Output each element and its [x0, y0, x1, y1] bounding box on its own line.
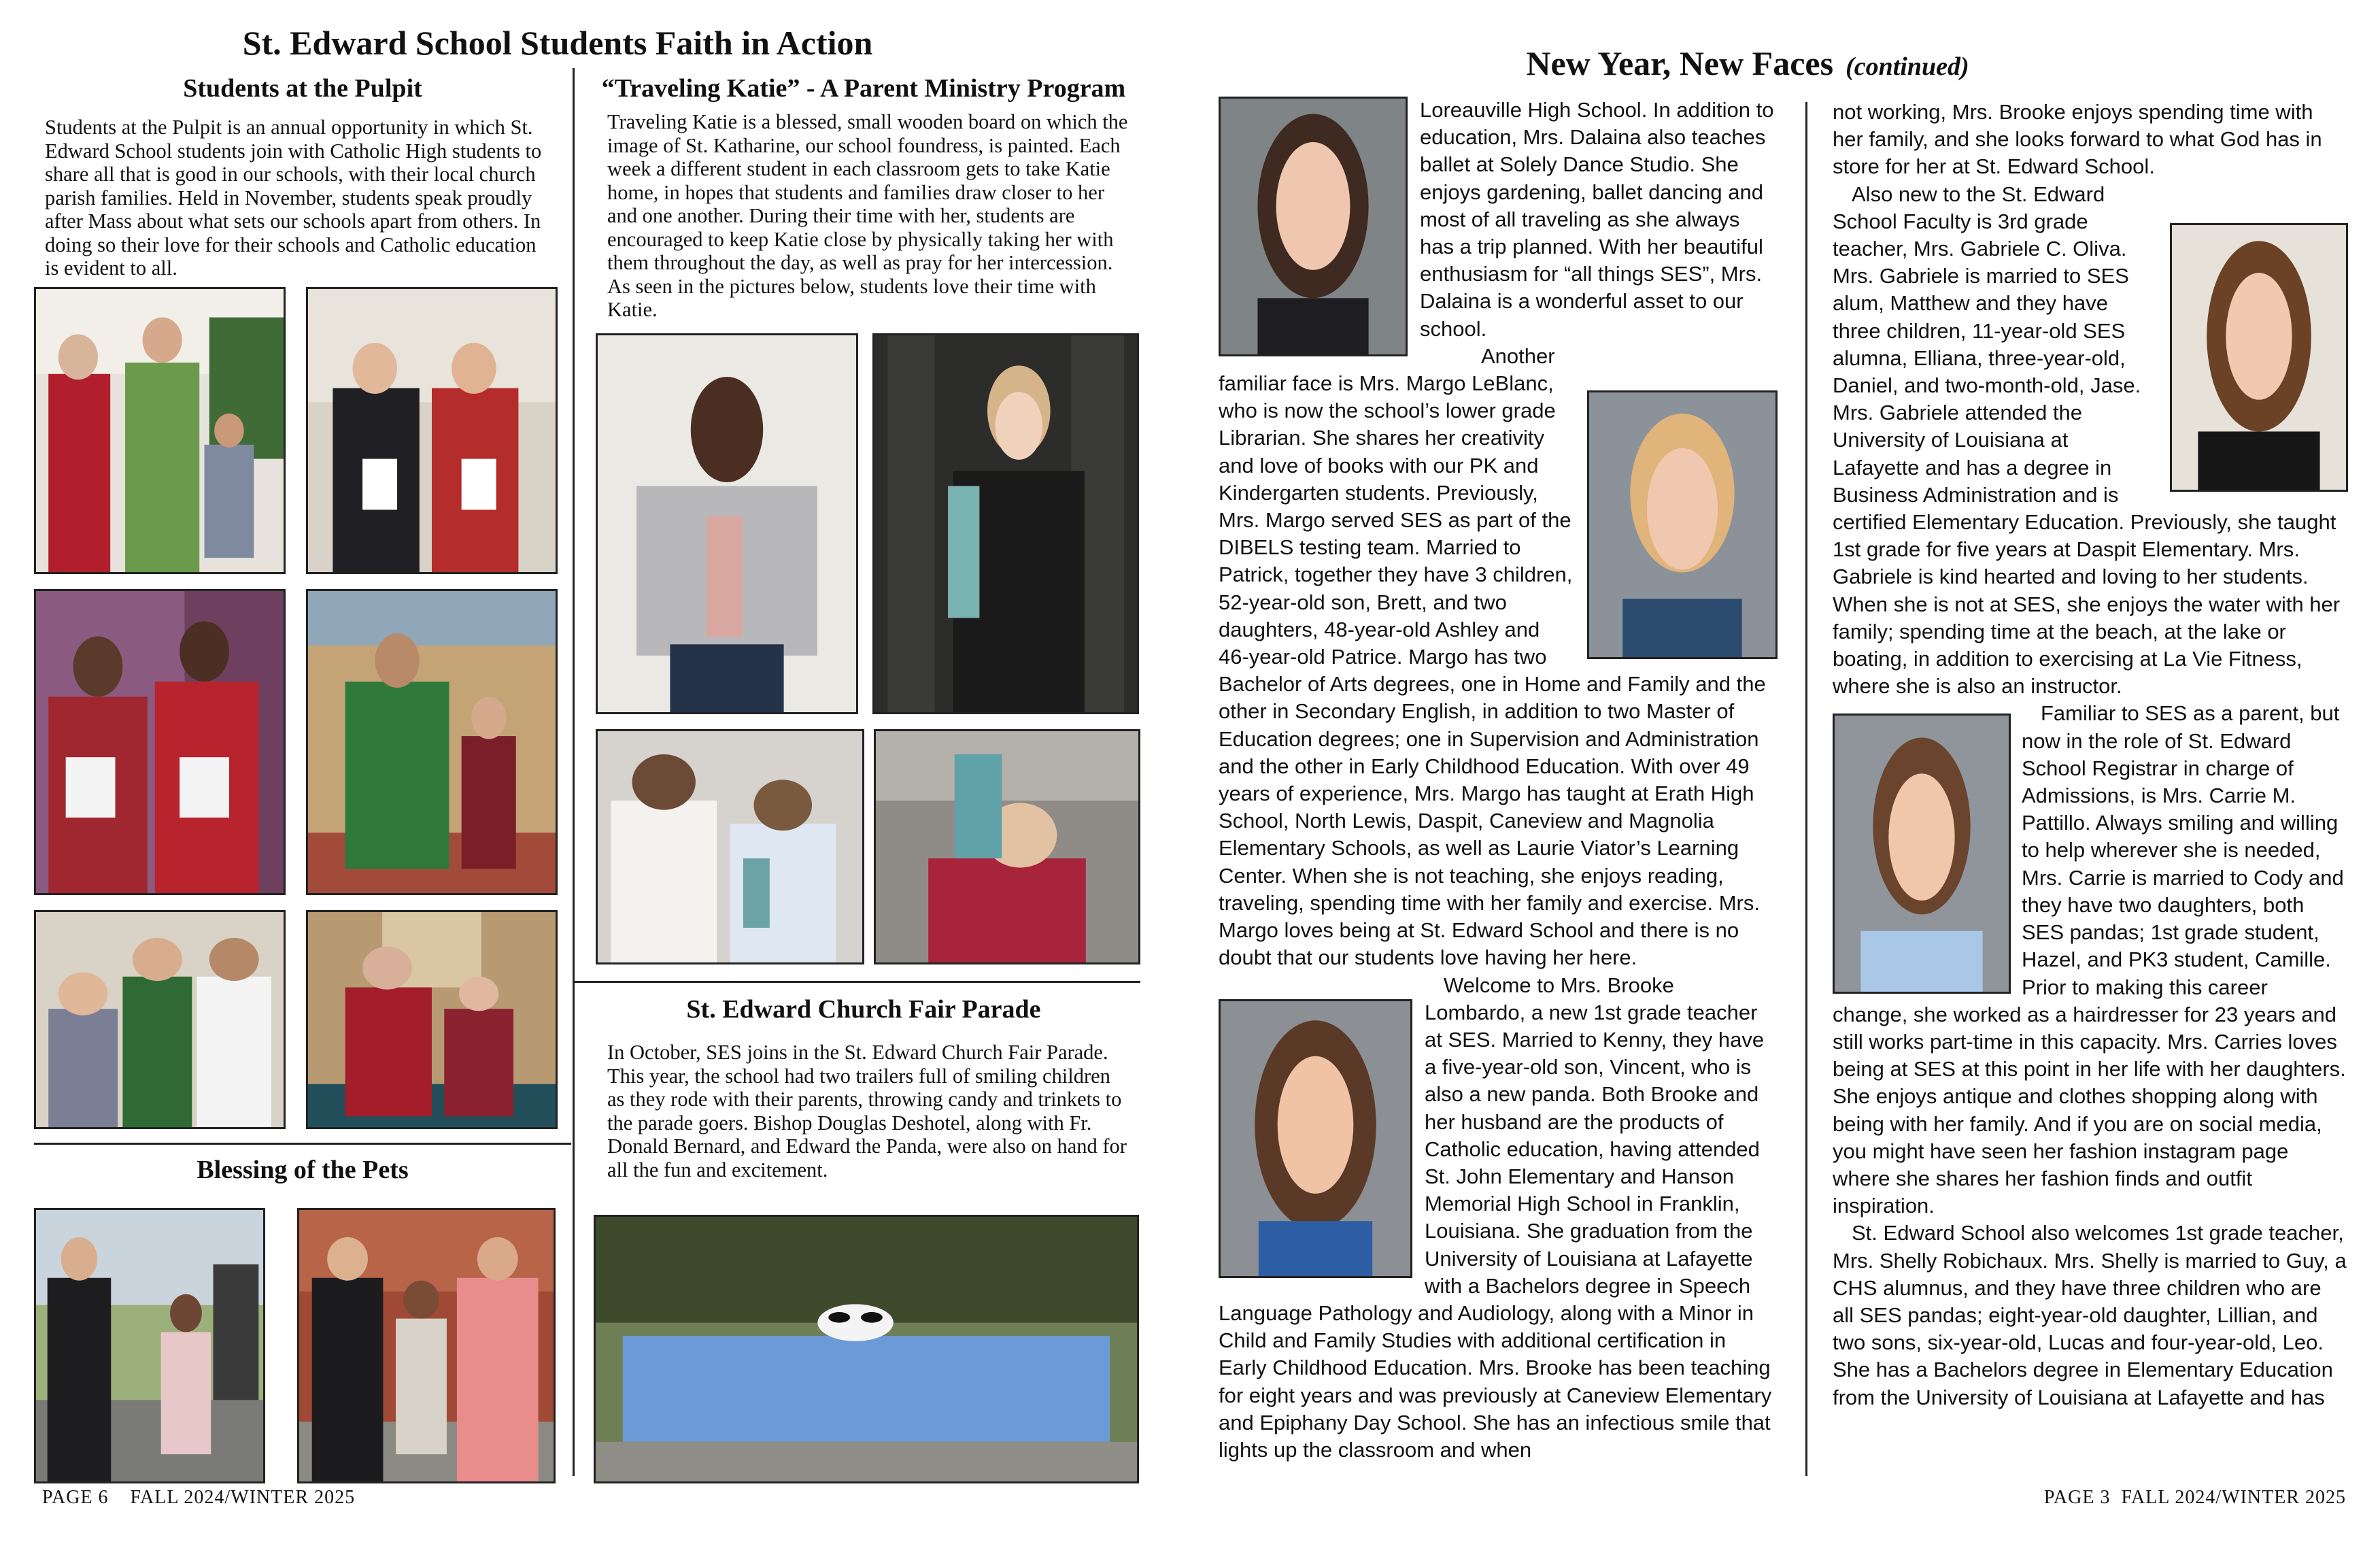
pets-heading: Blessing of the Pets — [197, 1156, 409, 1184]
col2-para-3: Familiar to SES as a parent, but now in the role of St. Edward School Registrar in charge of Admissions, is Mrs. Carrie M. Pattillo. Always smiling and willing to help wherever she is needed, Mrs. Carrie is married to Cody and they have two daughters, both SES pandas; 1st grade student, Hazel, and PK3 student, Camille. Prior to making this career change, she worked as a hairdresser for 23 years and still works part-time in this capacity. Mrs. Carries loves being at SES at this point in her life with her daughters. She enjoys antique and clothes shopping along with being with her family. And if you are on social media, you might have seen her fashion instagram page where she shares her fashion finds and outfit inspiration. — [1833, 701, 2346, 1218]
divider-left-columns — [573, 68, 575, 1476]
parade-text: In October, SES joins in the St. Edward Church Fair Parade. This year, the school had two trailers full of smiling children as they rode with their parents, throwing candy and trinkets to the parade goers. Bishop Douglas Deshotel, along with Fr. Donald Bernard, and Edward the Panda, were also on hand for all the fun and excitement. — [607, 1041, 1127, 1181]
col1-para-2: Another familiar face is Mrs. Margo LeBlanc, who is now the school’s lower grade Librarian. She shares her creativity and love of books with our PK and Kindergarten students. Previously, Mrs. Margo served SES as part of the DIBELS testing team. Married to Patrick, together they have 3 children, 52-year-old son, Brett, and two daughters, 48-year-old Ashley and 46-year-old Patrice. Margo has two Bachelor of Arts degrees, one in Home and Family and the other in Secondary English, in addition to two Master of Education degrees; one in Supervision and Administration and the other in Early Childhood Education. With over 49 years of experience, Mrs. Margo has taught at Erath High School, North Lewis, Daspit, Caneview and Magnolia Elementary Schools, as well as Laurie Viator’s Learning Center. When she is not teaching, she enjoys reading, traveling, spending time with her family and exercise. Mrs. Margo loves being at St. Edward School and there is no doubt that our students love having her here. — [1219, 343, 1766, 970]
right-page-title: New Year, New Faces — [1526, 44, 1834, 82]
divider-pets — [34, 1143, 571, 1145]
pulpit-heading: Students at the Pulpit — [183, 74, 422, 103]
photo-katie-boy — [596, 333, 858, 714]
col1-para-1: Loreauville High School. In addition to education, Mrs. Dalaina also teaches ballet at Solely Dance Studio. She enjoys gardening, ballet dancing and most of all traveling as she always has a trip planned. With her beautiful enthusiasm for “all things SES”, Mrs. Dalaina is a wonderful asset to our school. — [1420, 98, 1774, 341]
katie-text: Traveling Katie is a blessed, small wooden board on which the image of St. Katharine, our school foundress, is painted. Each week a different student in each classroom gets to take Katie home, in hopes that students and families draw closer to her and one another. During their time with her, students are encouraged to keep Katie close by physically taking her with them throughout the day, as well as pray for her intercession. As seen in the pictures below, students love their time with Katie. — [607, 110, 1128, 321]
right-page-title-suffix: (continued) — [1846, 52, 1969, 81]
photo-pulpit-priest-girl — [306, 589, 558, 895]
col2-para-1: not working, Mrs. Brooke enjoys spending time with her family, and she looks forward to what God has in store for her at St. Edward School. — [1833, 100, 2322, 179]
col1-para-3: Welcome to Mrs. Brooke Lombardo, a new 1st grade teacher at SES. Married to Kenny, they have a five-year-old son, Vincent, who is also a new panda. Both Brooke and her husband are the products of Catholic education, having attended St. John Elementary and Hanson Memorial High School in Franklin, Louisiana. She graduation from the University of Louisiana at Lafayette with a Bachelors degree in Speech Language Pathology and Audiology, along with a Minor in Child and Family Studies with additional certification in Early Childhood Education. Mrs. Brooke has been teaching for eight years and was previously at Caneview Elementary and Epiphany Day School. She has an infectious smile that lights up the classroom and when — [1219, 973, 1772, 1462]
photo-pulpit-boys — [306, 287, 558, 574]
photo-mrs-margo — [1587, 390, 1778, 659]
right-footer: PAGE 3 FALL 2024/WINTER 2025 — [2043, 1487, 2346, 1508]
photo-pets-blessing-2 — [297, 1208, 556, 1483]
photo-pulpit-priest-girls — [34, 287, 286, 574]
photo-mrs-brooke — [1219, 999, 1412, 1278]
photo-pulpit-priest-kids — [34, 910, 286, 1129]
col2-para-2: Also new to the St. Edward School Faculty is 3rd grade teacher, Mrs. Gabriele C. Oliva. Mrs. Gabriele is married to SES alum, Matthew and they have three children, 11-year-old SES alumna, Elliana, three-year-old, Daniel, and two-month-old, Jase. Mrs. Gabriele attended the University of Louisiana at Lafayette and has a degree in Business Administration and is certified Elementary Education. Previously, she taught 1st grade for five years at Daspit Elementary. Mrs. Gabriele is kind hearted and loving to her students. When she is not at SES, she enjoys the water with her family; spending time at the beach, at the lake or boating, in addition to exercising at La Vie Fitness, where she is also an instructor. — [1833, 182, 2341, 699]
photo-mrs-gabriele — [2170, 223, 2348, 492]
divider-right-columns — [1805, 102, 1807, 1476]
pulpit-text: Students at the Pulpit is an annual opportunity in which St. Edward School students join with Catholic High students to share all that is good in our schools, with their local church parish families. Held in November, students speak proudly after Mass about what sets our schools apart from others. In doing so their love for their schools and Catholic education is evident to all. — [45, 116, 542, 280]
photo-pulpit-two-girls — [34, 589, 286, 895]
right-page-title-wrap — [1204, 44, 2292, 83]
parade-heading: St. Edward Church Fair Parade — [686, 995, 1041, 1024]
photo-mrs-carrie — [1833, 714, 2011, 994]
photo-katie-princesses — [596, 729, 864, 964]
photo-katie-girl-door — [872, 333, 1139, 714]
photo-mrs-dalaina — [1219, 97, 1408, 356]
divider-parade — [573, 981, 1140, 983]
left-footer: PAGE 6 FALL 2024/WINTER 2025 — [42, 1487, 356, 1508]
left-page-title: St. Edward School Students Faith in Action — [242, 24, 873, 62]
right-col-2 — [1833, 99, 2348, 1493]
photo-pets-blessing-1 — [34, 1208, 265, 1483]
katie-heading: “Traveling Katie” - A Parent Ministry Program — [601, 74, 1126, 103]
photo-parade-group — [594, 1215, 1139, 1483]
right-col-1 — [1219, 97, 1778, 1491]
col2-para-4: St. Edward School also welcomes 1st grade teacher, Mrs. Shelly Robichaux. Mrs. Shelly is married to Guy, a CHS alumnus, and they have three children who are all SES pandas; eight-year-old daughter, Lillian, and two sons, six-year-old, Lucas and four-year-old, Leo. She has a Bachelors degree in Elementary Education from the University of Louisiana at Lafayette and has — [1833, 1221, 2347, 1409]
photo-katie-boy-cafeteria — [874, 729, 1140, 964]
photo-pulpit-girls-church — [306, 910, 558, 1129]
